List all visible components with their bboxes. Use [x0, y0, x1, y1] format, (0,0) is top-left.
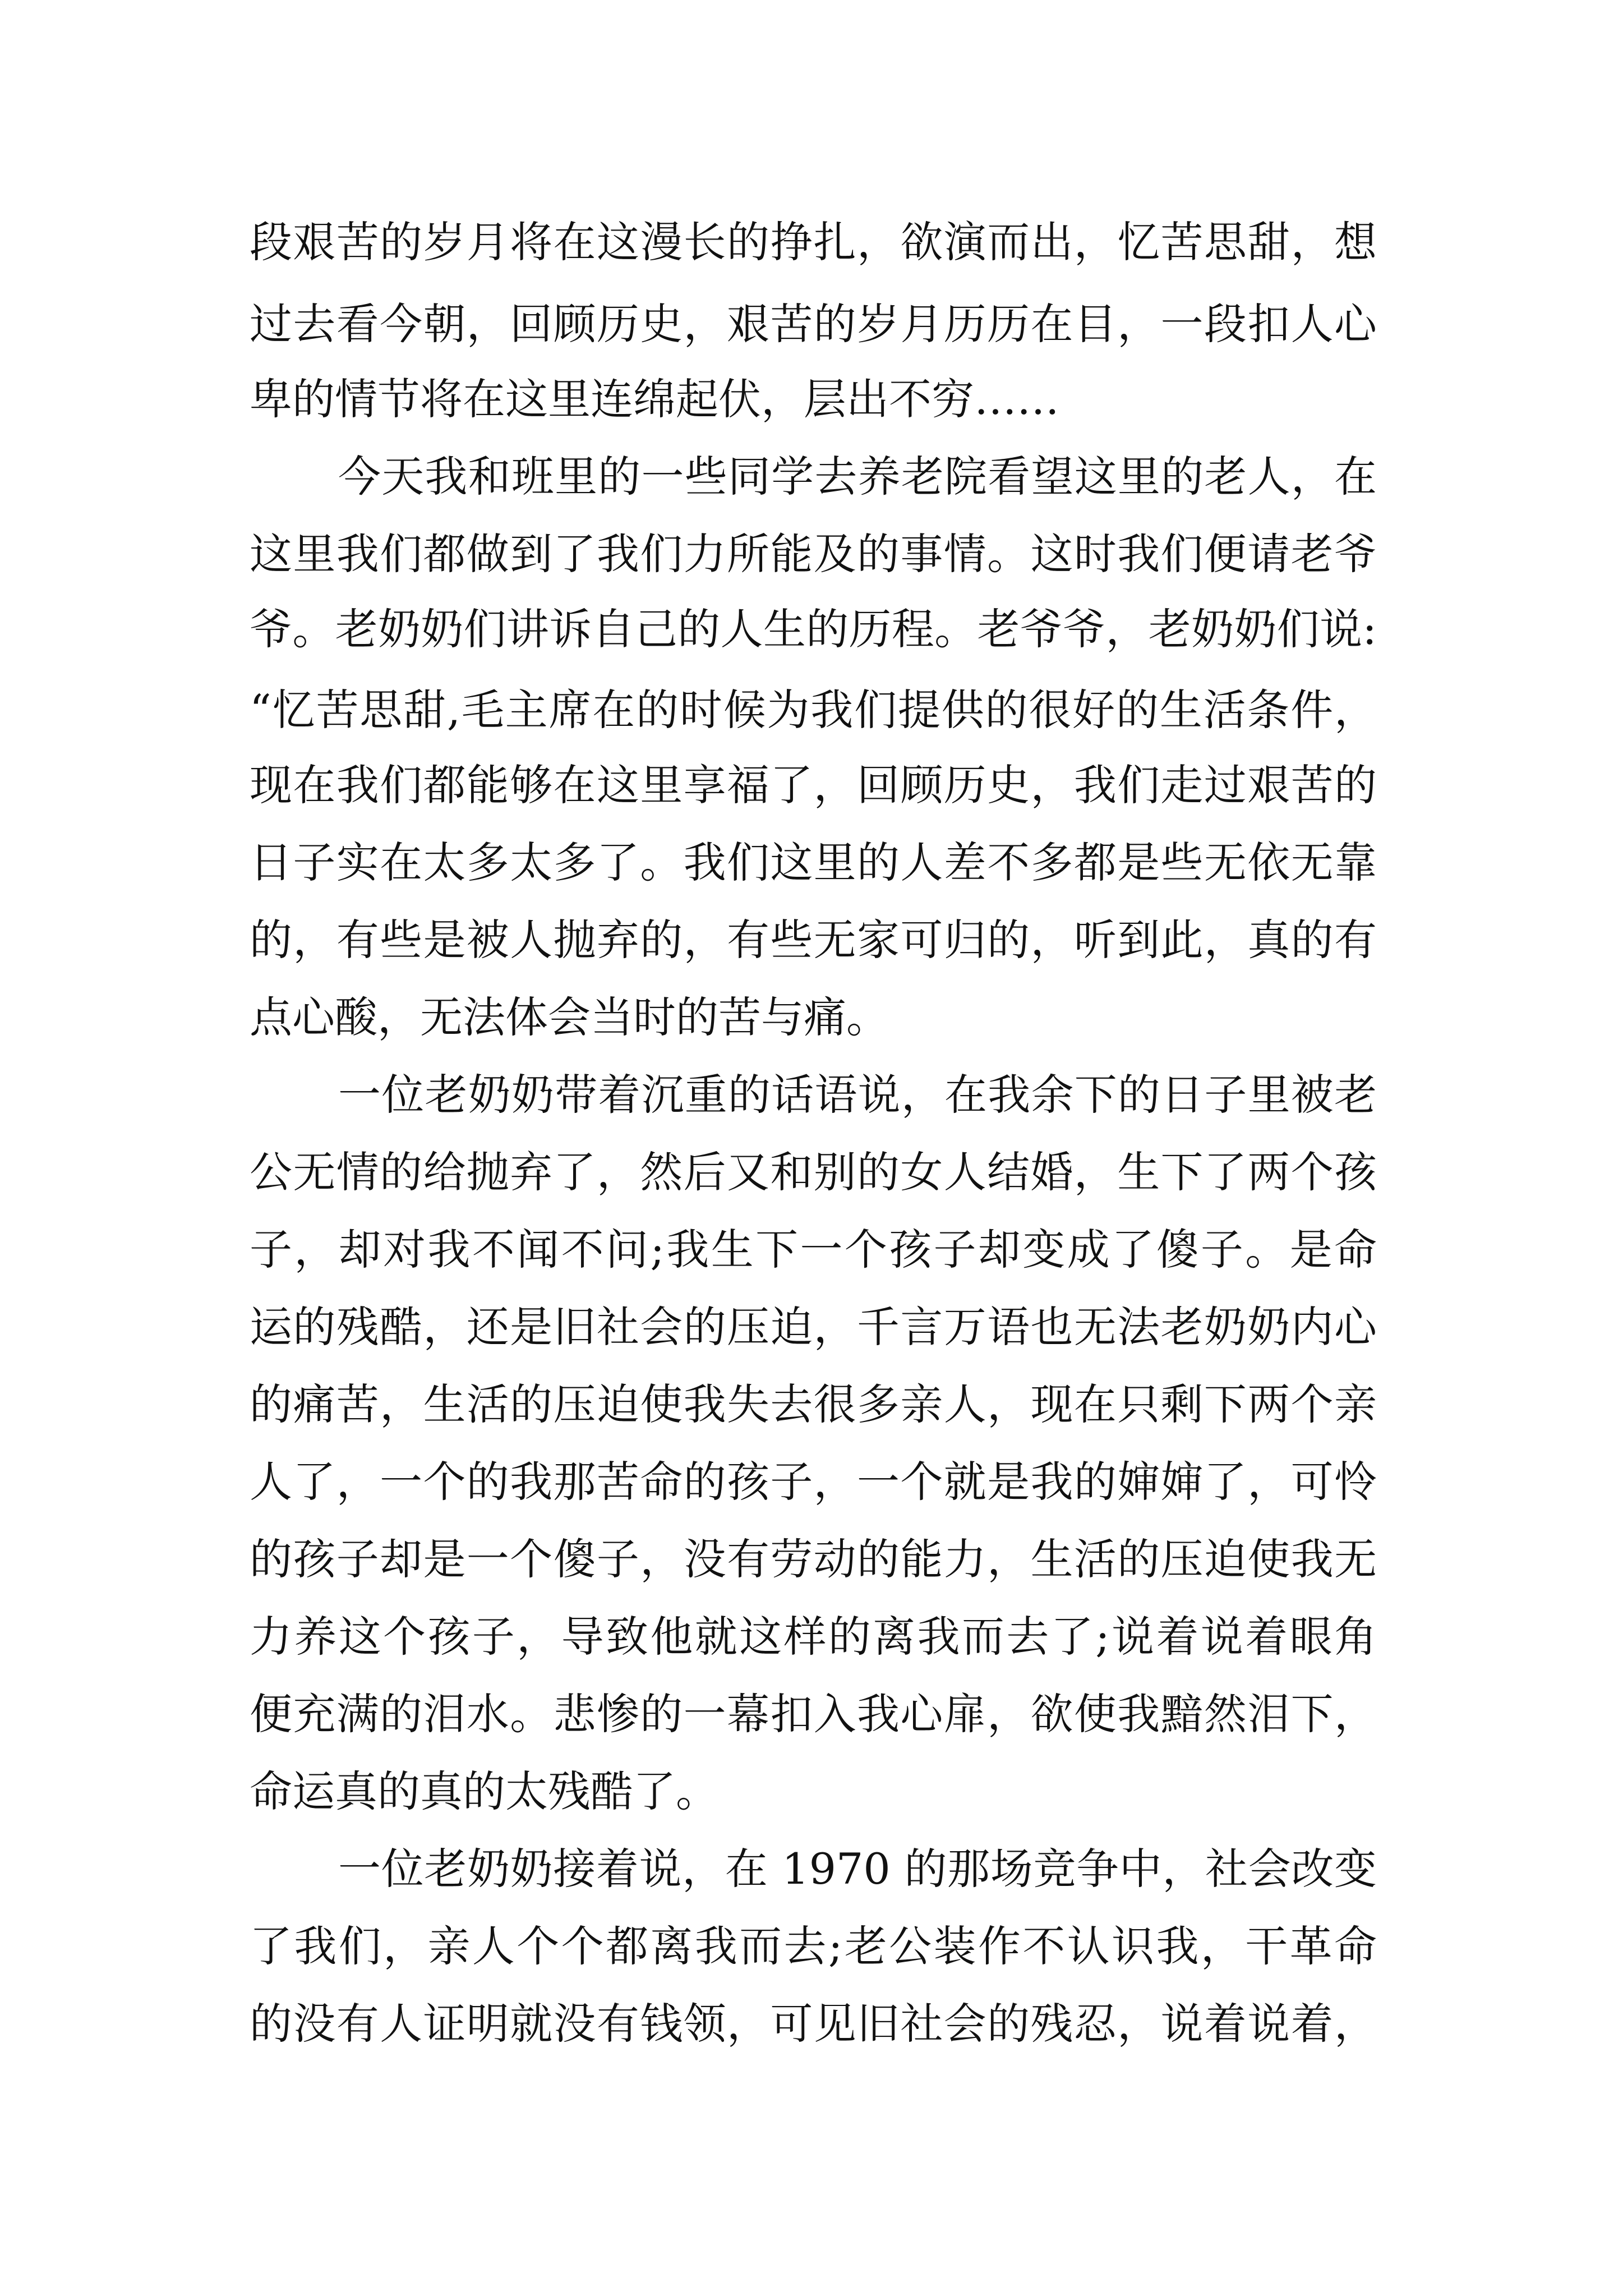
paragraph-3-line-1: 一位老奶奶带着沉重的话语说，在我余下的日子里被老 [338, 1070, 1377, 1120]
text-line-1: 段艰苦的岁月将在这漫长的挣扎，欲演而出，忆苦思甜，想 [250, 217, 1377, 267]
text-line-18: 的孩子却是一个傻子，没有劳动的能力，生活的压迫使我无 [250, 1534, 1377, 1584]
text-line-5: 这里我们都做到了我们力所能及的事情。这时我们便请老爷 [250, 529, 1377, 579]
text-line-11: 点心酸，无法体会当时的苦与痛。 [250, 992, 889, 1042]
text-line-14: 子，却对我不闻不问;我生下一个孩子却变成了傻子。是命 [250, 1225, 1377, 1274]
text-line-24: 的没有人证明就没有钱领，可见旧社会的残忍，说着说着， [250, 1999, 1377, 2049]
text-line-17: 人了，一个的我那苦命的孩子，一个就是我的婶婶了，可怜 [250, 1457, 1377, 1507]
text-line-9: 日子实在太多太多了。我们这里的人差不多都是些无依无靠 [250, 838, 1377, 887]
text-line-16: 的痛苦，生活的压迫使我失去很多亲人，现在只剩下两个亲 [250, 1379, 1377, 1429]
paragraph-2-line-1: 今天我和班里的一些同学去养老院看望这里的老人，在 [338, 452, 1377, 501]
text-line-21: 命运真的真的太残酷了。 [250, 1766, 718, 1816]
text-line-15: 运的残酷，还是旧社会的压迫，千言万语也无法老奶奶内心 [250, 1302, 1377, 1352]
text-line-13: 公无情的给抛弃了，然后又和别的女人结婚，生下了两个孩 [250, 1147, 1377, 1197]
text-line-2: 过去看今朝，回顾历史，艰苦的岁月历历在目，一段扣人心 [250, 299, 1377, 349]
text-line-6: 爷。老奶奶们讲诉自己的人生的历程。老爷爷，老奶奶们说: [250, 604, 1377, 654]
text-line-19: 力养这个孩子，导致他就这样的离我而去了;说着说着眼角 [250, 1612, 1377, 1662]
text-line-20: 便充满的泪水。悲惨的一幕扣入我心扉，欲使我黯然泪下， [250, 1689, 1377, 1739]
text-line-3: 卑的情节将在这里连绵起伏，层出不穷…… [250, 374, 1059, 424]
paragraph-4-line-1: 一位老奶奶接着说，在 1970 的那场竞争中，社会改变 [338, 1844, 1377, 1894]
text-line-8: 现在我们都能够在这里享福了，回顾历史，我们走过艰苦的 [250, 760, 1377, 810]
text-line-7: “忆苦思甜,毛主席在的时候为我们提供的很好的生活条件， [250, 685, 1377, 735]
text-line-23: 了我们，亲人个个都离我而去;老公装作不认识我，干革命 [250, 1921, 1377, 1971]
text-line-10: 的，有些是被人抛弃的，有些无家可归的，听到此，真的有 [250, 915, 1377, 965]
